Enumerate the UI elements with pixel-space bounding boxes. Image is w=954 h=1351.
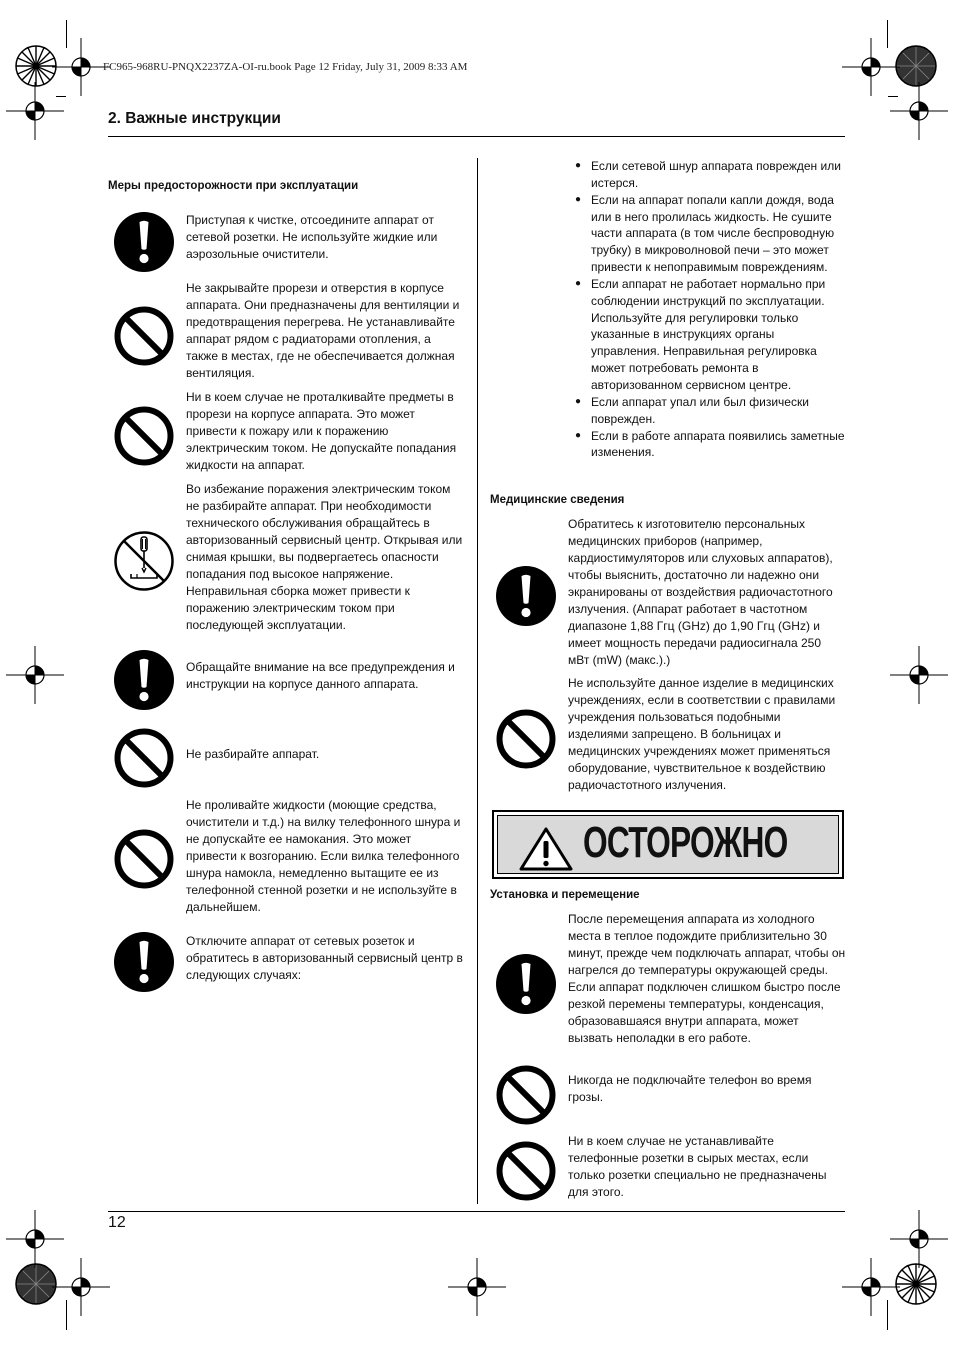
warning-triangle-icon	[518, 826, 574, 872]
instruction-text: Обратитесь к изготовителю персональных медицинских приборов (например, кардиостимуляторов или слуховых аппаратов), чтобы выяснить, достаточно ли надежно они экранированы от воздействия радиочастотного излучения. (Аппарат работает в частотном диапазоне 1,88 Ггц (GHz) до 1,90 Ггц (GHz) и имеет мощность передачи радиосигнала 250 мВт (mW) (макс.).)	[568, 517, 833, 667]
instruction-text: Во избежание поражения электрическим током не разбирайте аппарат. При необходимости технического обслуживания обращайтесь в авторизованный сервисный центр. Открывая или снимая крышки, вы подвергаетесь опасности попадания под высокое напряжение. Неправильная сборка может привести к поражению электрическим током при последующей эксплуатации.	[186, 482, 463, 632]
instruction-text: Не разбирайте аппарат.	[186, 747, 320, 761]
instruction-text: Обращайте внимание на все предупреждения и инструкции на корпусе данного аппарата.	[186, 660, 455, 691]
exclamation-icon	[113, 211, 175, 273]
trim-line	[66, 20, 67, 48]
instruction-text: После перемещения аппарата из холодного места в теплое подождите приблизительно 30 минут, прежде чем подключать аппарат, чтобы он нагрелся до температуры окружающей среды. Если аппарат подключен слишком быстро после резкой перемены температуры, конденсация, образовавшаяся внутри аппарата, может вызвать неполадки в его работе.	[568, 912, 846, 1045]
instruction-text: Никогда не подключайте телефон во время грозы.	[568, 1073, 812, 1104]
column-divider	[477, 158, 478, 1204]
trim-line	[66, 1300, 67, 1330]
prohibition-icon	[495, 1064, 557, 1126]
prohibition-icon	[113, 405, 175, 467]
header-rule	[108, 136, 845, 137]
subheading-operation-precautions: Меры предосторожности при эксплуатации	[108, 180, 359, 192]
service-conditions-list	[574, 158, 846, 461]
crosshair-target-icon	[6, 82, 64, 140]
prohibition-icon	[495, 708, 557, 770]
exclamation-icon	[113, 649, 175, 711]
instruction-text: Ни в коем случае не устанавливайте телефонные розетки в сырых местах, если только розетки специально не предназначены для этого.	[568, 1134, 827, 1199]
instruction-text: Не используйте данное изделие в медицинских учреждениях, если в соответствии с правилами учреждения пользоваться подобными изделиями запрещено. В больницах и медицинских учреждениях может применяться оборудование, чувствительное к воздействию радиочастотного излучения.	[568, 676, 836, 792]
trim-line	[887, 1300, 888, 1330]
list-item: ● Если на аппарат попали капли дождя, вода или в него пролилась жидкость. Не сушите части аппарата (в том числе беспроводную трубку) в микроволновой печи – это может привести к непоправимым повреждениям.	[574, 192, 846, 276]
exclamation-icon	[495, 565, 557, 627]
prohibition-icon	[113, 305, 175, 367]
subheading-installation: Установка и перемещение	[490, 889, 640, 901]
section-title: 2. Важные инструкции	[108, 110, 281, 127]
caution-banner-fill	[497, 815, 839, 874]
subheading-medical-info: Медицинские сведения	[490, 494, 625, 506]
no-disassembly-icon	[113, 530, 175, 592]
instruction-text: Отключите аппарат от сетевых розеток и обратитесь в авторизованный сервисный центр в следующих случаях:	[186, 934, 463, 982]
instruction-text: Приступая к чистке, отсоедините аппарат от сетевой розетки. Не используйте жидкие или аэрозольные очистители.	[186, 213, 438, 261]
list-item: ● Если в работе аппарата появились заметные изменения.	[574, 428, 846, 462]
crosshair-target-icon	[890, 646, 948, 704]
trim-line	[887, 20, 888, 48]
crosshair-target-icon	[448, 1258, 506, 1316]
trim-line	[56, 96, 66, 97]
crosshair-target-icon	[52, 1258, 110, 1316]
prohibition-icon	[113, 828, 175, 890]
exclamation-icon	[113, 931, 175, 993]
exclamation-icon	[495, 953, 557, 1015]
caution-label: ОСТОРОЖНО	[583, 818, 788, 867]
prohibition-icon	[495, 1140, 557, 1202]
trim-line	[888, 96, 898, 97]
instruction-text: Не закрывайте прорези и отверстия в корпусе аппарата. Они предназначены для вентиляции и предотвращения перегрева. Не устанавливайте аппарат рядом с радиаторами отопления, а также в местах, где не обеспечивается должная вентиляция.	[186, 281, 460, 380]
file-header: FC965-968RU-PNQX2237ZA-OI-ru.book Page 12 Friday, July 31, 2009 8:33 AM	[103, 61, 468, 73]
instruction-text: Ни в коем случае не проталкивайте предметы в прорези на корпусе аппарата. Это может привести к пожару или к поражению электрическим током. Не допускайте попадания жидкости на аппарат.	[186, 390, 457, 472]
list-item: ● Если аппарат упал или был физически поврежден.	[574, 394, 846, 428]
list-item: ● Если сетевой шнур аппарата поврежден или истерся.	[574, 158, 846, 192]
instruction-text: Не проливайте жидкости (моющие средства, очистители и т.д.) на вилку телефонного шнура и не допускайте ее намокания. Это может привести к возгоранию. Если вилка телефонного шнура намокла, немедленно вытащите ее из телефонной стенной розетки и не используйте в дальнейшем.	[186, 798, 461, 914]
prohibition-icon	[113, 727, 175, 789]
crosshair-target-icon	[6, 646, 64, 704]
crosshair-target-icon	[890, 82, 948, 140]
footer-rule	[108, 1211, 845, 1212]
page-number: 12	[108, 1214, 126, 1231]
crosshair-target-icon	[842, 1258, 900, 1316]
caution-banner	[492, 810, 844, 879]
list-item: ● Если аппарат не работает нормально при соблюдении инструкций по эксплуатации. Используйте для регулировки только указанные в инструкциях органы управления. Неправильная регулировка может потребовать ремонта в авторизованном сервисном центре.	[574, 276, 846, 394]
